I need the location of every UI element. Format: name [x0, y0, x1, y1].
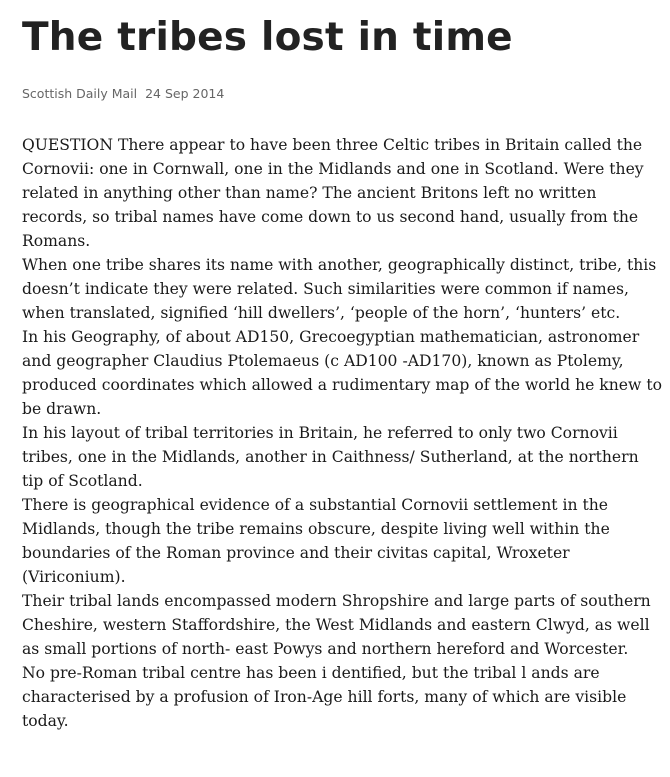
article-paragraph: Their tribal lands encompassed modern Shropshire and large parts of southern Cheshire, western Staffordshire, the West Midlands and eastern Clwyd, as well as small portions of north- east Powys and northern hereford and Worcester. — [22, 592, 651, 658]
byline — [22, 86, 662, 102]
article-headline: The tribes lost in time — [22, 15, 513, 60]
article-paragraph: In his layout of tribal territories in Britain, he referred to only two Cornovii tribes, one in the Midlands, another in Caithness/ Sutherland, at the northern tip of Scotland. — [22, 424, 639, 490]
article-body — [22, 133, 662, 733]
article-paragraph: In his Geography, of about AD150, Grecoegyptian mathematician, astronomer and geographer Claudius Ptolemaeus (c AD100 -AD170), known as Ptolemy, produced coordinates which allowed a rudimentary map of the world he knew to be drawn. — [22, 328, 662, 418]
article-paragraph: There is geographical evidence of a substantial Cornovii settlement in the Midlands, though the tribe remains obscure, despite living well within the boundaries of the Roman province and their civitas capital, Wroxeter (Viriconium). — [22, 496, 610, 586]
article-paragraph: QUESTION There appear to have been three Celtic tribes in Britain called the Cornovii: one in Cornwall, one in the Midlands and one in Scotland. Were they related in anything other than name? The ancient Britons left no written records, so tribal names have come down to us second hand, usually from the Romans. — [22, 136, 644, 250]
byline-date: 24 Sep 2014 — [145, 86, 225, 101]
article-paragraph: No pre-Roman tribal centre has been i dentified, but the tribal l ands are characterised by a profusion of Iron-Age hill forts, many of which are visible today. — [22, 664, 627, 730]
byline-source: Scottish Daily Mail — [22, 86, 138, 101]
article-paragraph: When one tribe shares its name with another, geographically distinct, tribe, this doesn’t indicate they were related. Such similarities were common if names, when translated, signified ‘hill dwellers’, ‘people of the horn’, ‘hunters’ etc. — [22, 256, 657, 322]
article — [22, 0, 662, 733]
